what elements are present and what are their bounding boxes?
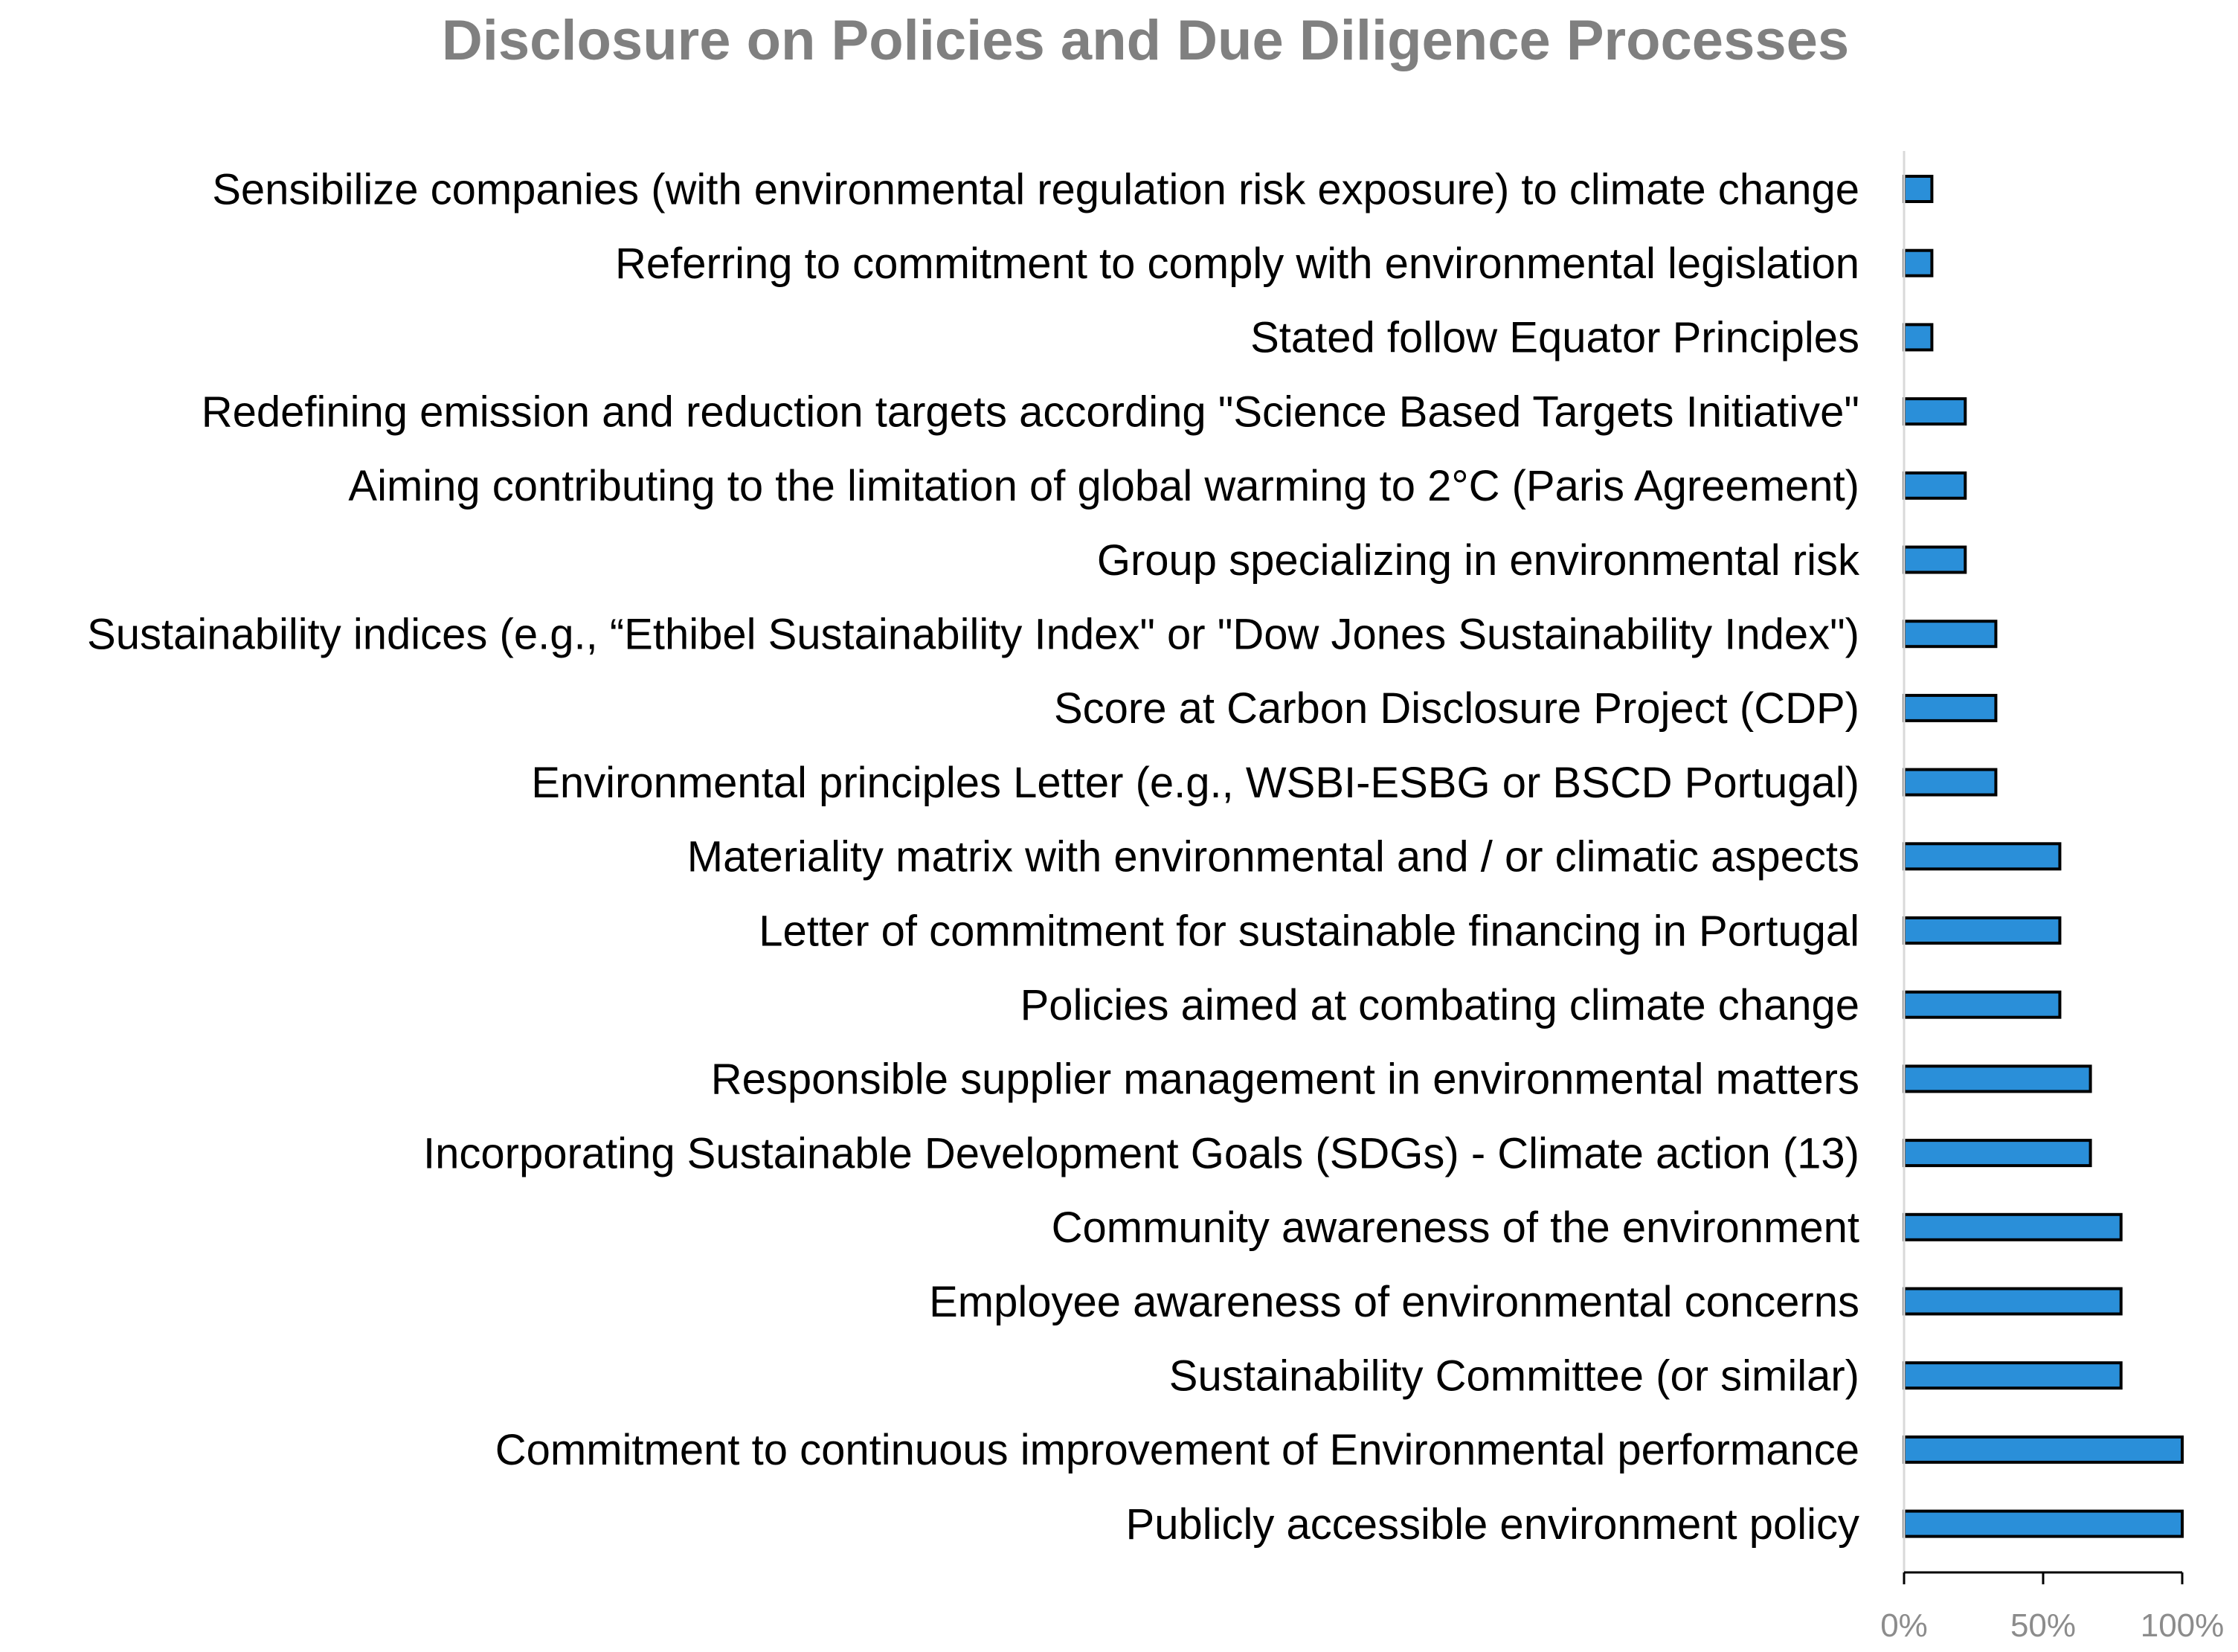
category-label: Policies aimed at combating climate change [1020, 981, 1859, 1029]
category-label: Stated follow Equator Principles [1250, 313, 1859, 362]
category-label: Score at Carbon Disclosure Project (CDP) [1053, 684, 1859, 733]
bar [1904, 1215, 2121, 1240]
bar [1904, 251, 1932, 276]
bar [1904, 1511, 2182, 1537]
x-tick-label: 0% [1880, 1607, 1928, 1644]
category-label: Sensibilize companies (with environmental regulation risk exposure) to climate change [212, 165, 1859, 214]
category-label: Aiming contributing to the limitation of global warming to 2°C (Paris Agreement) [348, 462, 1859, 511]
bar [1904, 473, 1965, 498]
x-tick-label: 50% [2010, 1607, 2077, 1644]
category-label: Redefining emission and reduction targets according "Science Based Targets Initiative" [201, 388, 1859, 437]
bar [1904, 324, 1932, 350]
category-label: Community awareness of the environment [1051, 1203, 1859, 1253]
category-label: Referring to commitment to comply with environmental legislation [614, 240, 1859, 288]
category-label: Incorporating Sustainable Development Goals (SDGs) - Climate action (13) [423, 1129, 1859, 1178]
category-label: Commitment to continuous improvement of Environmental performance [495, 1426, 1859, 1475]
x-tick-label: 100% [2140, 1607, 2225, 1644]
category-label: Publicly accessible environment policy [1125, 1500, 1859, 1549]
bar [1904, 399, 1965, 424]
bar [1904, 843, 2059, 869]
category-label: Responsible supplier management in environmental matters [710, 1055, 1859, 1104]
bar [1904, 621, 1996, 646]
bar [1904, 1437, 2182, 1462]
bar [1904, 176, 1932, 202]
x-axis-ticks-group [1880, 1572, 2224, 1644]
bar [1904, 770, 1996, 795]
bar [1904, 1140, 2091, 1166]
bar [1904, 1363, 2121, 1388]
chart-title: Disclosure on Policies and Due Diligence Processes [441, 9, 1850, 72]
category-label: Materiality matrix with environmental and / or climatic aspects [686, 832, 1859, 881]
bar [1904, 695, 1996, 721]
bar [1904, 1289, 2121, 1314]
category-label: Group specializing in environmental risk [1096, 536, 1859, 585]
bar [1904, 992, 2059, 1018]
category-labels-group [87, 165, 1860, 1549]
category-label: Letter of commitment for sustainable financing in Portugal [759, 907, 1859, 956]
bar [1904, 547, 1965, 573]
bar [1904, 1066, 2091, 1091]
category-label: Environmental principles Letter (e.g., WSBI-ESBG or BSCD Portugal) [531, 758, 1859, 807]
category-label: Employee awareness of environmental concerns [929, 1277, 1859, 1326]
bars-group [1904, 176, 2182, 1537]
bar [1904, 918, 2059, 943]
category-label: Sustainability Committee (or similar) [1168, 1352, 1859, 1401]
category-label: Sustainability indices (e.g., “Ethibel Sustainability Index" or "Dow Jones Sustainability Index") [87, 610, 1859, 659]
